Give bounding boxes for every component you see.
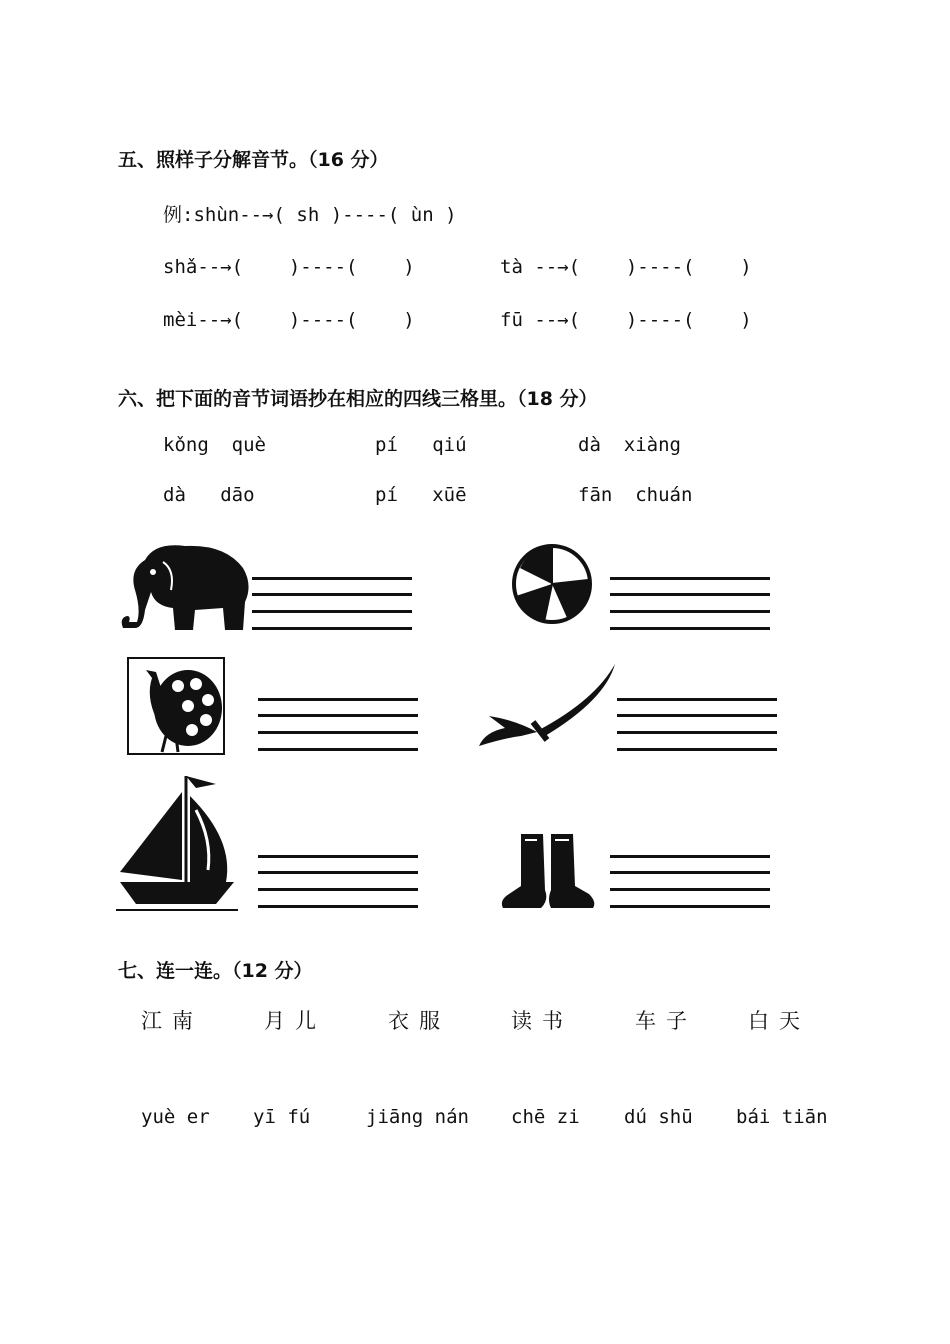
exercise-sha: shǎ--→( )----( ) <box>163 256 415 278</box>
sword-picture <box>475 660 620 750</box>
pinyin-kongque: kǒng què <box>163 434 266 456</box>
writing-lines-elephant[interactable] <box>252 577 412 629</box>
writing-lines-sword[interactable] <box>617 698 777 750</box>
writing-lines-ball[interactable] <box>610 577 770 629</box>
elephant-picture <box>115 540 255 635</box>
pinyin-baitian[interactable]: bái tiān <box>736 1106 828 1128</box>
writing-lines-peacock[interactable] <box>258 698 418 750</box>
writing-lines-sailboat[interactable] <box>258 855 418 907</box>
pinyin-yifu[interactable]: yī fú <box>253 1106 311 1128</box>
word-yifu[interactable]: 衣服 <box>388 1009 450 1033</box>
pinyin-chezi[interactable]: chē zi <box>511 1106 580 1128</box>
word-yueer[interactable]: 月儿 <box>264 1009 326 1033</box>
pinyin-jiangnan[interactable]: jiāng nán <box>366 1106 469 1128</box>
word-dushu[interactable]: 读书 <box>511 1009 573 1033</box>
sailboat-picture <box>116 770 238 915</box>
word-jiangnan[interactable]: 江南 <box>141 1009 203 1033</box>
exercise-fu: fū --→( )----( ) <box>500 309 752 331</box>
exercise-mei: mèi--→( )----( ) <box>163 309 415 331</box>
boots-picture <box>497 830 599 914</box>
pinyin-piqiu: pí qiú <box>375 434 467 456</box>
section-6-title: 六、把下面的音节词语抄在相应的四线三格里。（18 分） <box>118 388 598 410</box>
pinyin-fanchuan: fān chuán <box>578 484 693 506</box>
example-line: 例:shùn--→( sh )----( ùn ) <box>163 204 457 226</box>
pinyin-dushu[interactable]: dú shū <box>624 1106 693 1128</box>
pinyin-dadao: dà dāo <box>163 484 255 506</box>
pinyin-pixue: pí xūē <box>375 484 467 506</box>
writing-lines-boots[interactable] <box>610 855 770 907</box>
exercise-ta: tà --→( )----( ) <box>500 256 752 278</box>
peacock-picture <box>126 656 228 758</box>
ball-picture <box>508 540 596 628</box>
word-baitian[interactable]: 白天 <box>748 1009 810 1033</box>
pinyin-daxiang: dà xiàng <box>578 434 681 456</box>
section-5-title: 五、照样子分解音节。（16 分） <box>118 149 389 171</box>
word-chezi[interactable]: 车子 <box>635 1009 697 1033</box>
pinyin-yueer[interactable]: yuè er <box>141 1106 210 1128</box>
section-7-title: 七、连一连。（12 分） <box>118 960 313 982</box>
